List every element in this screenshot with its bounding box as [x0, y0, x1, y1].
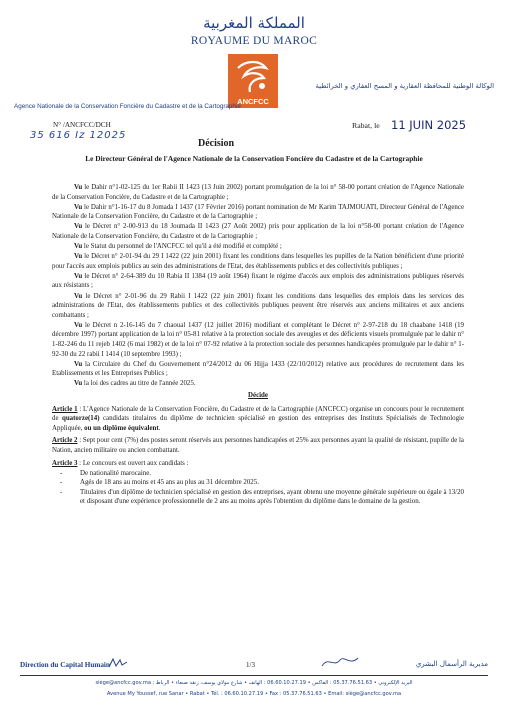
director-heading: Le Directeur Général de l'Agence Nationale de la Conservation Foncière du Cadastre et de la Cartographie [85, 154, 423, 163]
vu-clause: Vu la loi des cadres au titre de l'année 2025. [74, 380, 196, 388]
conditions-list [52, 469, 464, 507]
document-body [52, 183, 464, 507]
footer-address-fr: Avenue My Youssef, rue Sanar • Rabat • Tél. : 06.60.10.27.19 • Fax : 05.37.76.51.63 • Email: siège@ancfcc.gov.ma [106, 691, 402, 697]
vu-clause: Vu le Dahir n°1-16-17 du 8 Jomada I 1437 (17 Février 2016) portant nomination de Mr Karim TAJMOUATI, Directeur Général de l'Agence Nationale de la Conservation Foncière, du Cadastre et de la Cartographie ; [52, 203, 464, 221]
page-title: Décision [198, 138, 235, 149]
vu-clause: Vu la Circulaire du Chef du Gouvernement n°24/2012 du 06 Hijja 1433 (22/10/2012) relative aux procédures de recrutement dans les Etablissements et les Entreprises Publics ; [52, 360, 464, 378]
footer-divider [20, 675, 488, 676]
page-number: 1/3 [246, 661, 255, 669]
article-2: Article 2 : Sept pour cent (7%) des postes seront réservés aux personnes handicapées et 25% aux personnes ayant la qualité de résistant, pupille de la Nation, ancien militaire ou ancien combattant. [52, 437, 464, 454]
vu-clause: Vu le Statut du personnel de l'ANCFCC tel qu'il a été modifié et complété ; [74, 243, 282, 251]
reference-label: N° /ANCFCC/DCH [53, 121, 111, 129]
ancfcc-logo [228, 54, 278, 108]
list-item: - Titulaires d'un diplôme de technicien spécialisé en gestion des entreprises, ayant obtenu une moyenne générale supérieure ou égale à 13/20 et disposant d'une expérience professionnelle de 2 ans au moins après l'obtention du diplôme dans le domaine de la gestion. [74, 488, 464, 507]
list-item: - De nationalité marocaine. [74, 469, 464, 479]
place-label: Rabat, le [352, 121, 380, 130]
agency-name-fr: Agence Nationale de la Conservation Foncière du Cadastre et de la Cartographie [14, 103, 241, 110]
reference-number: 35 616 Iz 12025 [30, 130, 127, 141]
footer-department-ar: مديرية الرأسمال البشري [415, 660, 488, 668]
kingdom-title: ROYAUME DU MAROC [190, 35, 318, 47]
handwritten-signature [320, 652, 360, 670]
agency-name-ar: الوكالة الوطنية للمحافظة العقارية و المسح العقاري و الخرائطية [315, 82, 494, 90]
date-stamp: 11 JUIN 2025 [391, 118, 467, 132]
vu-clause: Vu le Décret n° 2-01-94 du 29 I 1422 (22 juin 2001) fixant les conditions dans lesquelles les pupilles de la Nation bénéficient d'une priorité pour l'accès aux emplois publics au sein des administrations de l'Etat, des établissements publics et des collectivités publiques ; [52, 253, 464, 270]
footer-address-ar: siège@ancfcc.gov.ma : البريد الإلكتروني • 05.37.76.51.63 : الفاكس • 06.60.10.27.19 : الهاتف • شارع مولاي يوسف، زنقة صنعاء • الرباط [95, 680, 413, 686]
article-1: Article 1 : L'Agence Nationale de la Conservation Foncière, du Cadastre et de la Cartographie (ANCFCC) organise un concours pour le recrutement de quatorze(14) candidats titulaires du diplôme de technicien spécialisé en gestion des entreprises des Instituts Spécialisés de Technologie Appliquée, ou un diplôme équivalent. [52, 405, 464, 432]
logo-text: ANCFCC [237, 97, 269, 106]
decide-heading: Décide [248, 391, 268, 399]
vu-clause: Vu le Décret n° 2-01-96 du 29 Rabii I 1422 (22 juin 2001) fixant les conditions dans lesquelles des emplois dans les services des administrations de l'Etat, des établissements publics et des collectivités publiques peuvent être réservés aux anciens militaires et aux anciens combattants ; [52, 292, 464, 319]
article-3: Article 3 : Le concours est ouvert aux candidats : [52, 459, 189, 467]
kingdom-arabic: المملكة المغربية [203, 14, 305, 32]
vu-clause: Vu le Décret n° 2-64-389 du 10 Rabia II 1384 (19 août 1964) fixant le régime d'accès aux emplois des administrations publiques réservés aux résistants ; [52, 272, 464, 290]
vu-clause: Vu le Dahir n°1-02-125 du 1er Rabii II 1423 (13 Juin 2002) portant promulgation de la loi n° 58-00 portant création de l'Agence Nationale de la Conservation Foncière, du Cadastre et de la Cartographie ; [52, 184, 464, 201]
list-item: - Agés de 18 ans au moins et 45 ans au plus au 31 décembre 2025. [74, 478, 464, 488]
footer-department-fr: Direction du Capital Humain [20, 661, 110, 669]
vu-clause: Vu le Décret n 2-16-145 du 7 chaoual 1437 (12 juillet 2016) modifiant et complétant le Décret n° 2-97-218 du 18 chaabane 1418 (19 décembre 1997) portant application de la loi n° 05-81 relative à la protection sociale des aveugles et des déficients visuels promulguée par le dahir n° 1-82-246 du 11 rejeb 1402 (6 mai 1982) et de la loi n° 07-92 relative à la protection sociale des personnes handicapées promulguée par le dahir n° 1-92-30 du 22 rabii I 1414 (10 septembre 1993) ; [52, 321, 464, 358]
initials-signature [108, 657, 128, 669]
vu-clause: Vu le Décret n° 2-00-913 du 18 Joumada II 1423 (27 Août 2002) pris pour application de la loi n°58-00 portant création de l'Agence Nationale de la Conservation Foncière, du Cadastre et de la Cartographie ; [52, 223, 464, 240]
